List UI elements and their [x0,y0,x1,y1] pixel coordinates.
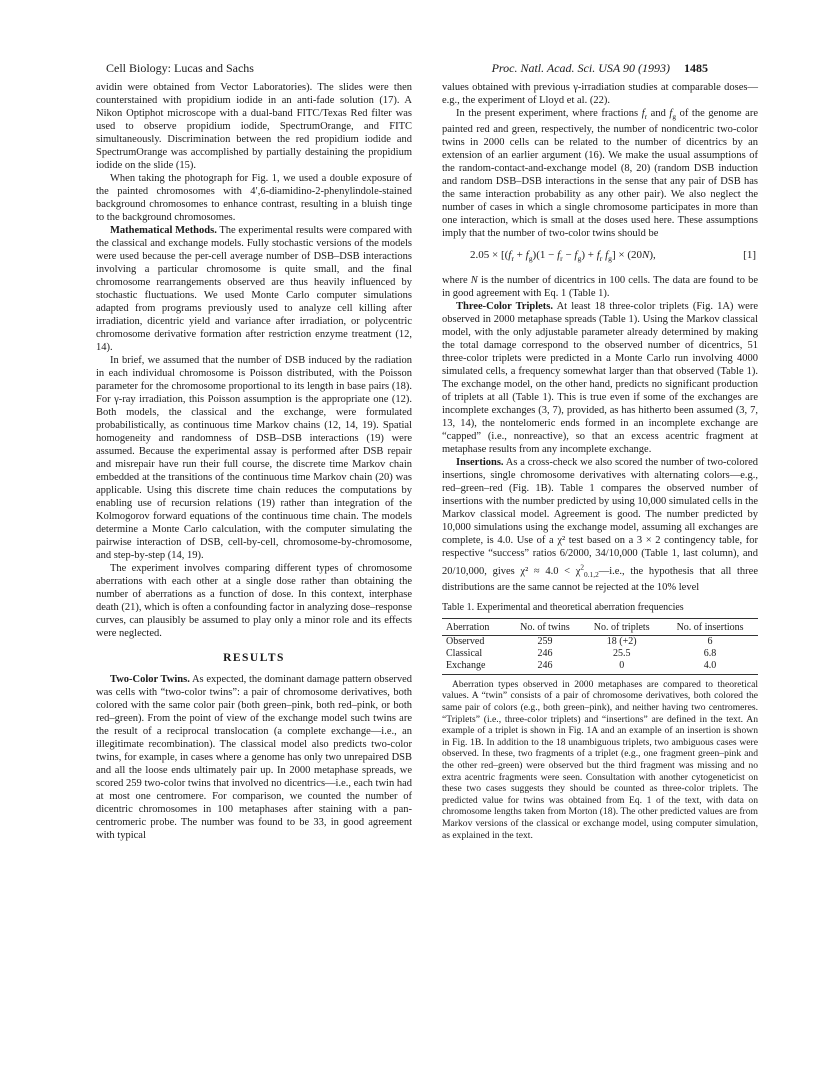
subsection-heading: Mathematical Methods. [110,225,217,236]
subsection-heading: Two-Color Twins. [110,674,190,685]
table-cell: 0 [581,660,662,675]
table-header: No. of twins [520,621,570,633]
table-cell: Observed [446,635,485,647]
table-caption: Aberration types observed in 2000 metaphases are compared to theoretical values. A “twin” consists of a pair of chromosome derivatives, both colored the same pair of colors (e.g., both green–pink), and neither having two centromeres. “Triplets” (i.e., three-color triplets) and “insertions” are defined in the text. An example of a triplet is shown in Fig. 1A and an example of an insertion is shown in Fig. 1B. In addition to the 18 unambiguous triplets, two ambiguous cases were observed. In these, two fragments of a triplet (e.g., one fragment green–pink and the other red–green) were observed but the third fragment was missing and no extra acentric fragments were seen. Consultation with another cytogeneticist on these two cases suggests they should be counted as three-color triplets. The predicted value for twins was obtained from Eq. 1 of the text, with data on chromosome lengths taken from Morton (18). The other predicted values are from Markov versions of the classical or exchange model, using computer simulation, as explained in the text. [442,678,758,841]
subsection-heading: Insertions. [456,457,504,469]
table-cell: 4.0 [662,660,758,675]
paragraph: In brief, we assumed that the number of DSB induced by the radiation in each individual chromosome is Poisson distributed, with the Poisson parameter for the chromosome proportional to its length in base pairs (18). For γ-ray irradiation, this Poisson assumption is the appropriate one (12). Both models, the classical and the exchange, were formulated probabilistically, as continuous time Markov chains (12, 14, 19). Spatial homogeneity and randomness of DSB–DSB interactions (19) were assumed. Because the experimental assay is performed after DSB repair and misrepair have run their full course, the discrete time Markov chain embedded at the transitions of the continuous time Markov chain (20) was applicable. Using this discrete time chain reduces the computations by enabling use of recursion relations (19) rather than integration of the Kolmogorov forward equations of the continuous time chain. The models determine a Monte Carlo calculation, with the computer simulating the pairwise interaction of DSB, cell-by-cell, chromosome-by-chromosome, and step-by-step (14, 19). [96,355,412,561]
table-header: Aberration [446,621,490,633]
paragraph: Mathematical Methods. The experimental results were compared with the classical and exchange models. Fully stochastic versions of the models were used because the per-cell average number of DSB–DSB interactions involving a particular chromosome is quite small, and the final chromosome rearrangements observed are thus heavily influenced by stochastic fluctuations. We used Monte Carlo computer simulations adapted from programs previously used to analyze cell killing after irradiation, dicentric yield and variance after irradiation, or polycentric chromosome derivative formation after restriction enzyme treatment (12, 14). [96,225,412,353]
table-row [442,648,758,660]
table-cell: 6.8 [703,647,717,659]
running-header-left: Cell Biology: Lucas and Sachs [106,61,254,75]
page-number: 1485 [684,61,708,75]
paragraph: where N is the number of dicentrics in 100 cells. The data are found to be in good agreement with Eq. 1 (Table 1). [442,275,759,300]
table-cell: Classical [446,647,483,659]
running-header-right [492,61,708,76]
subsection-heading: Three-Color Triplets. [456,301,553,313]
section-title: RESULTS [223,652,285,664]
table-header-row [442,618,758,635]
table-cell: 246 [537,647,553,659]
left-column [96,81,412,842]
table-header: No. of triplets [593,621,650,633]
table-title: Table 1. Experimental and theoretical aberration frequencies [442,601,684,613]
table-row [442,635,758,648]
table-cell: 25.5 [612,647,631,659]
table-cell: 18 (+2) [606,635,637,647]
aberration-table [442,618,758,675]
table-cell: 246 [509,660,582,675]
table-row [442,660,758,675]
table-header: No. of insertions [676,621,744,633]
paragraph: When taking the photograph for Fig. 1, we used a double exposure of the painted chromosomes with 4′,6-diamidino-2-phenylindole-stained background chromosomes to enhance contrast, resulting in a bluish tinge to the background chromosomes. [96,173,412,223]
table-cell: 259 [537,635,553,647]
paragraph: In the present experiment, where fractions $f_r$ and $f_g$ of the genome are painted red and green, respectively, the number of nondicentric two-color twins in 2000 cells can be related to the number of dicentrics by an extension of an earlier argument (16). We make the usual assumptions of the random-contact-and-exchange model (8, 20) (random DSB induction and random DSB–DSB interactions in the sense that any pair of DSB has the same interaction probability as any other pair). We also neglect the number of cases in which a single chromosome participates in more than one interaction, which is small at the doses used here. These assumptions imply that the number of two-color twins should be [442,108,758,240]
table-cell: 6 [707,635,713,647]
table-cell: Exchange [442,660,509,675]
journal-citation: Proc. Natl. Acad. Sci. USA 90 (1993) [491,61,670,75]
paragraph: Insertions. As a cross-check we also scored the number of two-colored insertions, single chromosome derivatives with alternating colors—e.g., red–green–red (Fig. 1B). Table 1 compares the observed number of insertions with the number predicted by using 10,000 simulated cells in the Markov classical model. Agreement is good. The number predicted by 10,000 simulations using the exchange model, assuming all exchanges are complete, is 4.0. Use of a χ² test based on a 3 × 2 contingency table, for respective “success” ratios 6/2000, 34/10,000 (Table 1, last column), and 20/10,000, gives $\chi^2 \approx 4.0 < \chi^2_{0.1,2}—i.e$., the hypothesis that all three distributions are the same cannot be rejected at the 10% level [442,457,759,593]
equation-1 [442,249,758,265]
paragraph: Three-Color Triplets. At least 18 three-color triplets (Fig. 1A) were observed in 2000 metaphase spreads (Table 1). Using the Markov classical model, with the only adjustable parameter already determined by making the total damage correspond to the observed number of dicentrics, 51 three-color triplets were predicted in a Monte Carlo run involving 4000 simulated cells, a frequency somewhat larger than that observed (Table 1). The exchange model, on the other hand, predicts no significant production of triplets at all (Table 1). This is true even if some of the exchanges are incomplete exchanges (3, 7), provided, as has hitherto been assumed (3, 7, 13, 14), the nontelomeric ends formed in an incomplete exchange are “capped” (i.e., nonreactive), so that an excess acentric fragment at metaphase results from any incomplete exchange. [442,301,758,456]
paragraph: values obtained with previous γ-irradiation studies at comparable doses—e.g., the experiment of Lloyd et al. (22). [442,82,758,106]
equation-body: $2.05 \times [(f_r + f_g)(1 - f_r - f_g) + f_r$ $f_g] \times (20N)$, [470,249,656,264]
equation-number: [1] [743,249,756,262]
paragraph: Two-Color Twins. As expected, the dominant damage pattern observed was cells with “two-color twins”: a pair of chromosome derivatives, both colored with the same color pair (both green–pink, both red–pink, or both red–green). From the point of view of the exchange model such twins are the result of a reciprocal translocation (a complete exchange—i.e., an illegitimate recombination). The classical model also predicts two-color twins, for example, in cases where a genome has only two unrepaired DSB and all the loose ends ultimately pair up. In 2000 metaphase spreads, we scored 259 two-color twins that involved no dicentrics—i.e., each twin had at most one centromere. For comparison, we counted the number of dicentric chromosomes in 100 metaphases after staining with a pan-centromeric probe. The number was found to be 33, in good agreement with typical [96,674,413,841]
right-column [442,81,758,841]
paragraph: The experiment involves comparing different types of chromosome aberrations with each other at a single dose rather than obtaining the number of aberrations as a function of dose. In this context, interphase death (21), which is often a confounding factor in analyzing dose–response curves, can plausibly be assumed to play only a minor role and its effects were neglected. [96,563,412,639]
paragraph: avidin were obtained from Vector Laboratories). The slides were then counterstained with propidium iodide in an anti-fade solution (17). A Nikon Optiphot microscope with a dual-band FITC/Texas Red filter was used to observe propidium iodide, SpectrumOrange, and FITC simultaneously. Discrimination between the red propidium iodide and SpectrumOrange was accomplished by partially destaining the propidium iodide on the slide (15). [96,82,412,171]
